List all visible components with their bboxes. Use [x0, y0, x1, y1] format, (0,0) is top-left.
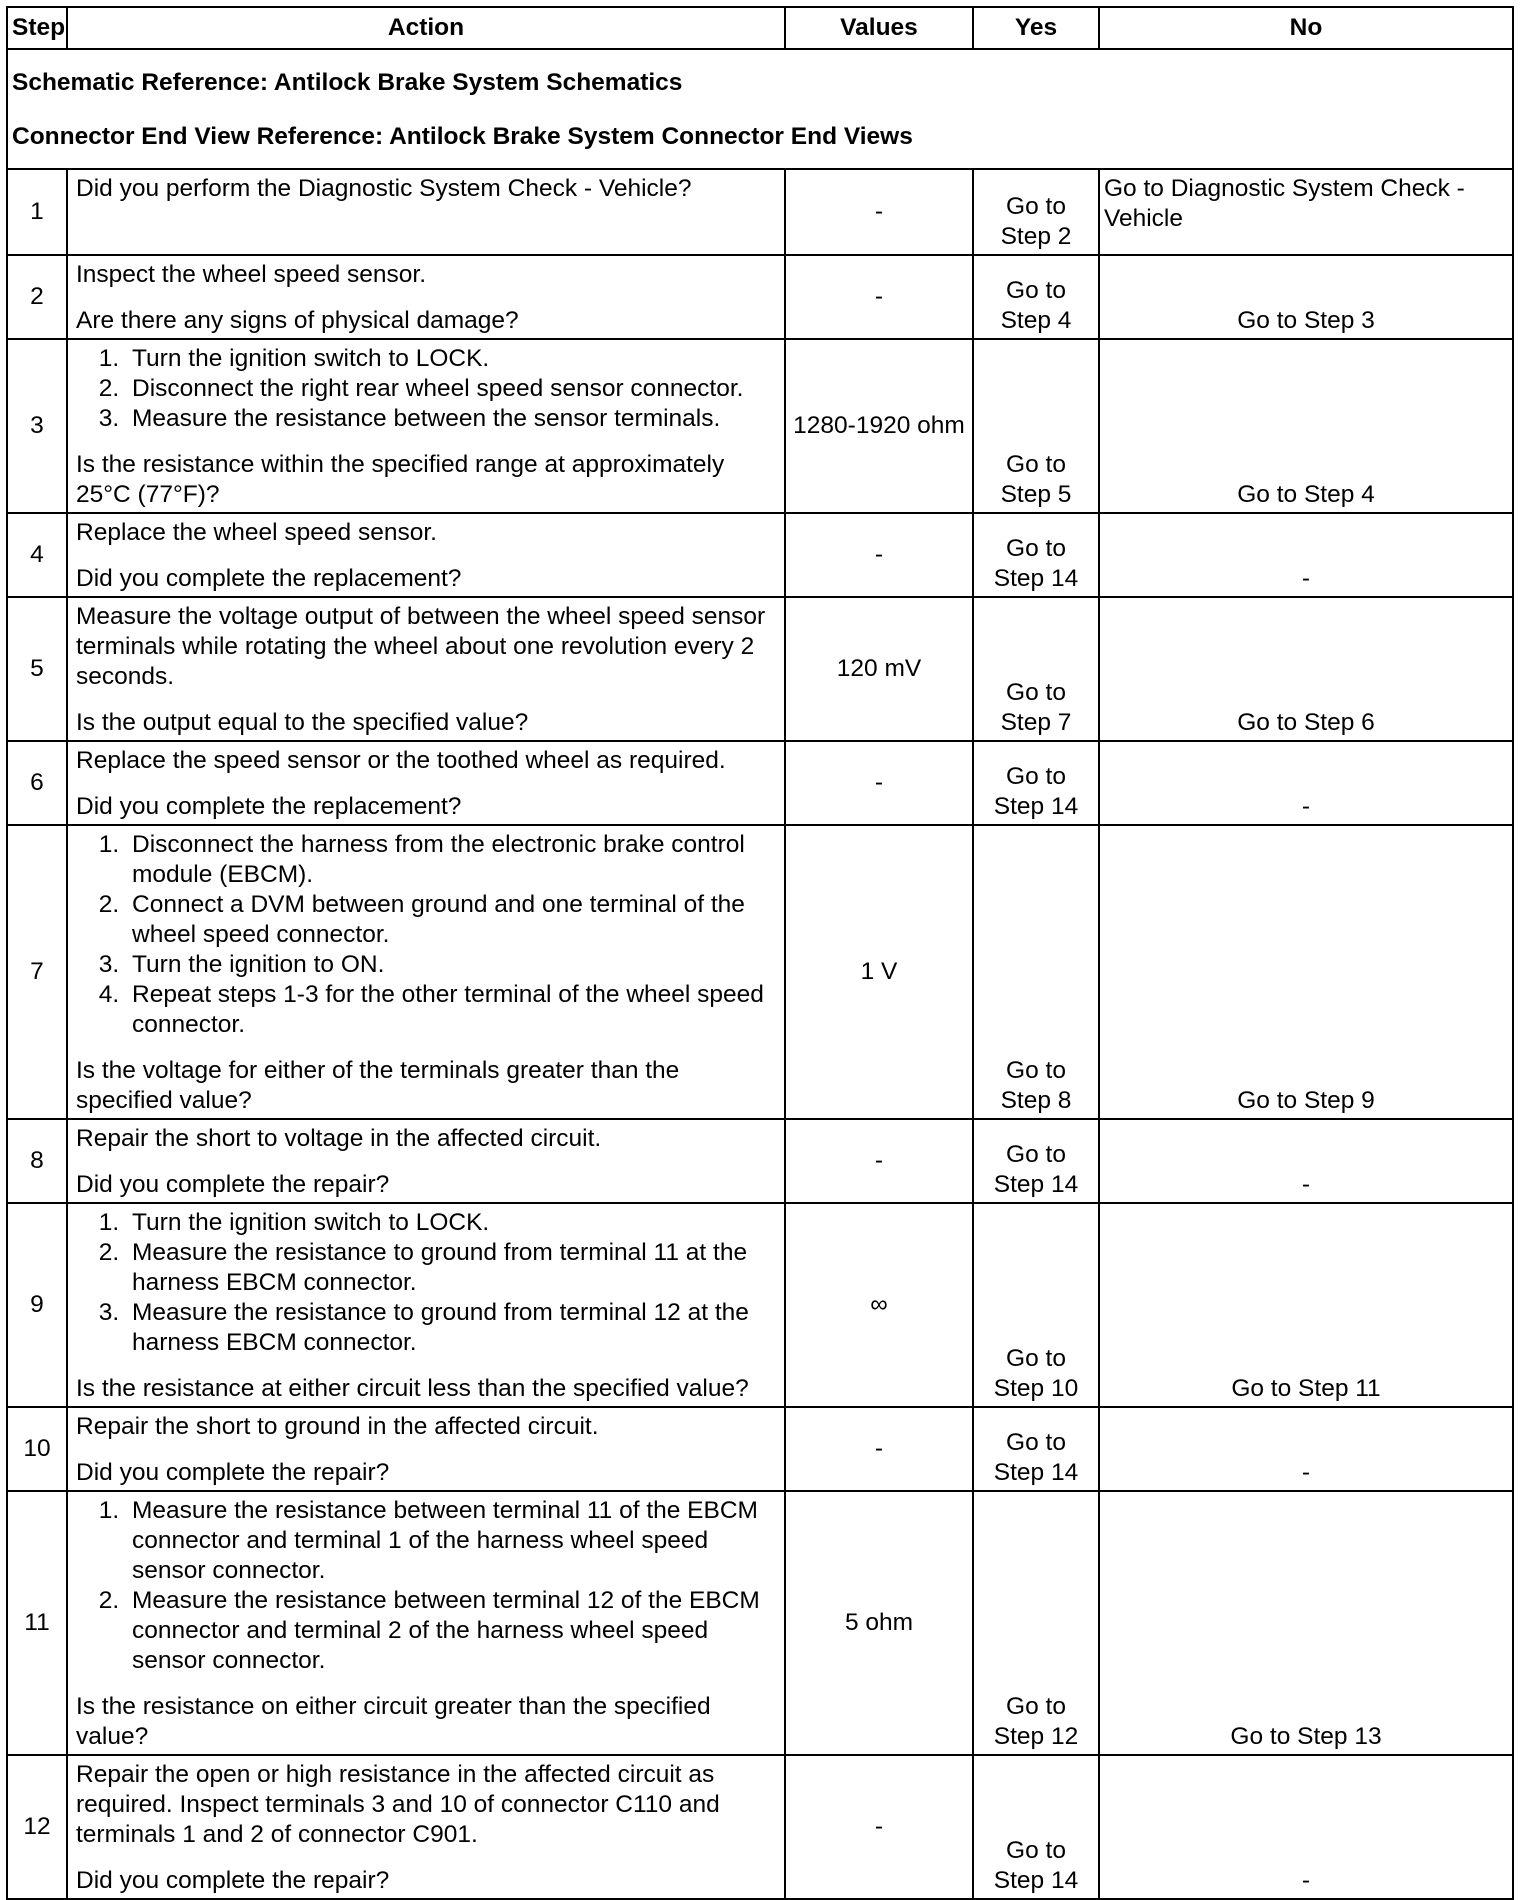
action-text: Repair the open or high resistance in the affected circuit as required. Inspect terminals 3 and 10 of connector C110 and terminals 1 and 2 of connector C901.	[76, 1761, 720, 1848]
yes-text: Go to	[1006, 1429, 1066, 1456]
no-cell: Go to Diagnostic System Check - Vehicle	[1099, 169, 1513, 255]
action-text: Replace the wheel speed sensor.	[76, 519, 437, 546]
no-cell: Go to Step 11	[1099, 1203, 1513, 1407]
table-row	[7, 1407, 1513, 1491]
action-text: Replace the speed sensor or the toothed wheel as required.	[76, 747, 726, 774]
action-question: Is the resistance at either circuit less than the specified value?	[76, 1375, 749, 1402]
yes-step: Step 14	[993, 793, 1079, 820]
action-question: Is the output equal to the specified value?	[76, 709, 529, 736]
value-cell: 1 V	[785, 825, 973, 1119]
action-cell	[67, 1119, 785, 1203]
yes-text: Go to	[1006, 1057, 1066, 1084]
yes-cell	[973, 1755, 1099, 1899]
yes-cell	[973, 339, 1099, 513]
list-item: 2. Connect a DVM between ground and one terminal of the wheel speed connector.	[126, 890, 780, 950]
value-cell: ∞	[785, 1203, 973, 1407]
list-item: 1. Turn the ignition switch to LOCK.	[126, 344, 780, 374]
no-cell: Go to Step 4	[1099, 339, 1513, 513]
no-cell: -	[1099, 1755, 1513, 1899]
yes-text: Go to	[1006, 1837, 1066, 1864]
value-cell: -	[785, 255, 973, 339]
action-cell	[67, 1755, 785, 1899]
no-cell: Go to Step 9	[1099, 825, 1513, 1119]
step-number: 4	[7, 513, 67, 597]
schematic-reference: Schematic Reference: Antilock Brake System Schematics	[12, 69, 683, 96]
yes-step: Step 10	[993, 1375, 1079, 1402]
header-no: No	[1099, 7, 1513, 49]
action-question: Did you complete the replacement?	[76, 565, 462, 592]
yes-cell	[973, 1491, 1099, 1755]
action-question: Did you complete the replacement?	[76, 793, 462, 820]
value-cell: 5 ohm	[785, 1491, 973, 1755]
value-cell: -	[785, 1119, 973, 1203]
yes-step: Step 14	[993, 565, 1079, 592]
action-cell	[67, 1407, 785, 1491]
list-item: 4. Repeat steps 1-3 for the other terminal of the wheel speed connector.	[126, 980, 780, 1040]
action-question: Did you complete the repair?	[76, 1171, 390, 1198]
action-question: Is the resistance within the specified range at approximately 25°C (77°F)?	[76, 451, 725, 508]
yes-cell	[973, 825, 1099, 1119]
value-cell: -	[785, 513, 973, 597]
action-question: Did you complete the repair?	[76, 1459, 390, 1486]
action-cell	[67, 1203, 785, 1407]
step-number: 9	[7, 1203, 67, 1407]
action-text: Did you perform the Diagnostic System Check - Vehicle?	[76, 175, 692, 202]
yes-cell	[973, 513, 1099, 597]
action-cell	[67, 597, 785, 741]
action-text: Inspect the wheel speed sensor.	[76, 261, 427, 288]
yes-text: Go to	[1006, 1693, 1066, 1720]
value-cell: -	[785, 1407, 973, 1491]
step-number: 11	[7, 1491, 67, 1755]
step-number: 12	[7, 1755, 67, 1899]
value-cell: 1280-1920 ohm	[785, 339, 973, 513]
table-row	[7, 597, 1513, 741]
step-number: 2	[7, 255, 67, 339]
value-cell: 120 mV	[785, 597, 973, 741]
list-item: 2. Measure the resistance to ground from terminal 11 at the harness EBCM connector.	[126, 1238, 780, 1298]
list-item: 3. Turn the ignition to ON.	[126, 950, 780, 980]
table-row	[7, 1119, 1513, 1203]
step-number: 7	[7, 825, 67, 1119]
yes-step: Step 2	[1000, 223, 1072, 250]
no-cell: -	[1099, 741, 1513, 825]
header-step: Step	[7, 7, 67, 49]
no-cell: Go to Step 13	[1099, 1491, 1513, 1755]
action-cell	[67, 339, 785, 513]
action-list	[76, 830, 780, 1040]
header-yes: Yes	[973, 7, 1099, 49]
no-cell: -	[1099, 1407, 1513, 1491]
yes-cell	[973, 1203, 1099, 1407]
action-list	[76, 1208, 780, 1358]
yes-cell	[973, 741, 1099, 825]
step-number: 1	[7, 169, 67, 255]
yes-step: Step 8	[1000, 1087, 1072, 1114]
table-row	[7, 741, 1513, 825]
value-cell: -	[785, 169, 973, 255]
header-action: Action	[67, 7, 785, 49]
yes-cell	[973, 1119, 1099, 1203]
no-cell: Go to Step 3	[1099, 255, 1513, 339]
yes-step: Step 14	[993, 1867, 1079, 1894]
step-number: 10	[7, 1407, 67, 1491]
step-number: 6	[7, 741, 67, 825]
yes-text: Go to	[1006, 679, 1066, 706]
yes-text: Go to	[1006, 193, 1066, 220]
table-row	[7, 169, 1513, 255]
value-cell: -	[785, 741, 973, 825]
yes-text: Go to	[1006, 1345, 1066, 1372]
reference-row	[7, 49, 1513, 169]
header-values: Values	[785, 7, 973, 49]
yes-cell	[973, 255, 1099, 339]
yes-step: Step 14	[993, 1459, 1079, 1486]
yes-text: Go to	[1006, 1141, 1066, 1168]
table-row	[7, 255, 1513, 339]
list-item: 1. Disconnect the harness from the electronic brake control module (EBCM).	[126, 830, 780, 890]
action-question: Is the resistance on either circuit greater than the specified value?	[76, 1693, 711, 1750]
action-question: Is the voltage for either of the terminals greater than the specified value?	[76, 1057, 680, 1114]
action-question: Did you complete the repair?	[76, 1867, 390, 1894]
table-row	[7, 513, 1513, 597]
action-question: Are there any signs of physical damage?	[76, 307, 519, 334]
yes-cell	[973, 169, 1099, 255]
action-cell	[67, 513, 785, 597]
table-row	[7, 339, 1513, 513]
connector-reference: Connector End View Reference: Antilock Brake System Connector End Views	[12, 123, 913, 150]
yes-cell	[973, 597, 1099, 741]
yes-step: Step 14	[993, 1171, 1079, 1198]
list-item: 3. Measure the resistance between the sensor terminals.	[126, 404, 780, 434]
no-cell: Go to Step 6	[1099, 597, 1513, 741]
header-row	[7, 7, 1513, 49]
list-item: 3. Measure the resistance to ground from terminal 12 at the harness EBCM connector.	[126, 1298, 780, 1358]
list-item: 1. Turn the ignition switch to LOCK.	[126, 1208, 780, 1238]
action-text: Repair the short to ground in the affected circuit.	[76, 1413, 599, 1440]
action-text: Measure the voltage output of between the wheel speed sensor terminals while rotating the wheel about one revolution every 2 seconds.	[76, 603, 766, 690]
action-list	[76, 344, 780, 434]
value-cell: -	[785, 1755, 973, 1899]
action-cell	[67, 255, 785, 339]
yes-cell	[973, 1407, 1099, 1491]
yes-text: Go to	[1006, 535, 1066, 562]
yes-step: Step 5	[1000, 481, 1072, 508]
diagnostic-table	[6, 6, 1514, 1900]
yes-step: Step 4	[1000, 307, 1072, 334]
yes-text: Go to	[1006, 277, 1066, 304]
table-row	[7, 825, 1513, 1119]
step-number: 8	[7, 1119, 67, 1203]
yes-text: Go to	[1006, 451, 1066, 478]
action-cell	[67, 1491, 785, 1755]
action-cell	[67, 169, 785, 255]
yes-text: Go to	[1006, 763, 1066, 790]
table-row	[7, 1491, 1513, 1755]
list-item: 2. Measure the resistance between terminal 12 of the EBCM connector and terminal 2 of the harness wheel speed sensor connector.	[126, 1586, 780, 1676]
step-number: 3	[7, 339, 67, 513]
action-cell	[67, 741, 785, 825]
table-row	[7, 1755, 1513, 1899]
action-text: Repair the short to voltage in the affected circuit.	[76, 1125, 602, 1152]
step-number: 5	[7, 597, 67, 741]
action-list	[76, 1496, 780, 1676]
yes-step: Step 7	[1000, 709, 1072, 736]
action-cell	[67, 825, 785, 1119]
no-cell: -	[1099, 1119, 1513, 1203]
list-item: 1. Measure the resistance between terminal 11 of the EBCM connector and terminal 1 of the harness wheel speed sensor connector.	[126, 1496, 780, 1586]
no-cell: -	[1099, 513, 1513, 597]
yes-step: Step 12	[993, 1723, 1079, 1750]
table-row	[7, 1203, 1513, 1407]
list-item: 2. Disconnect the right rear wheel speed sensor connector.	[126, 374, 780, 404]
